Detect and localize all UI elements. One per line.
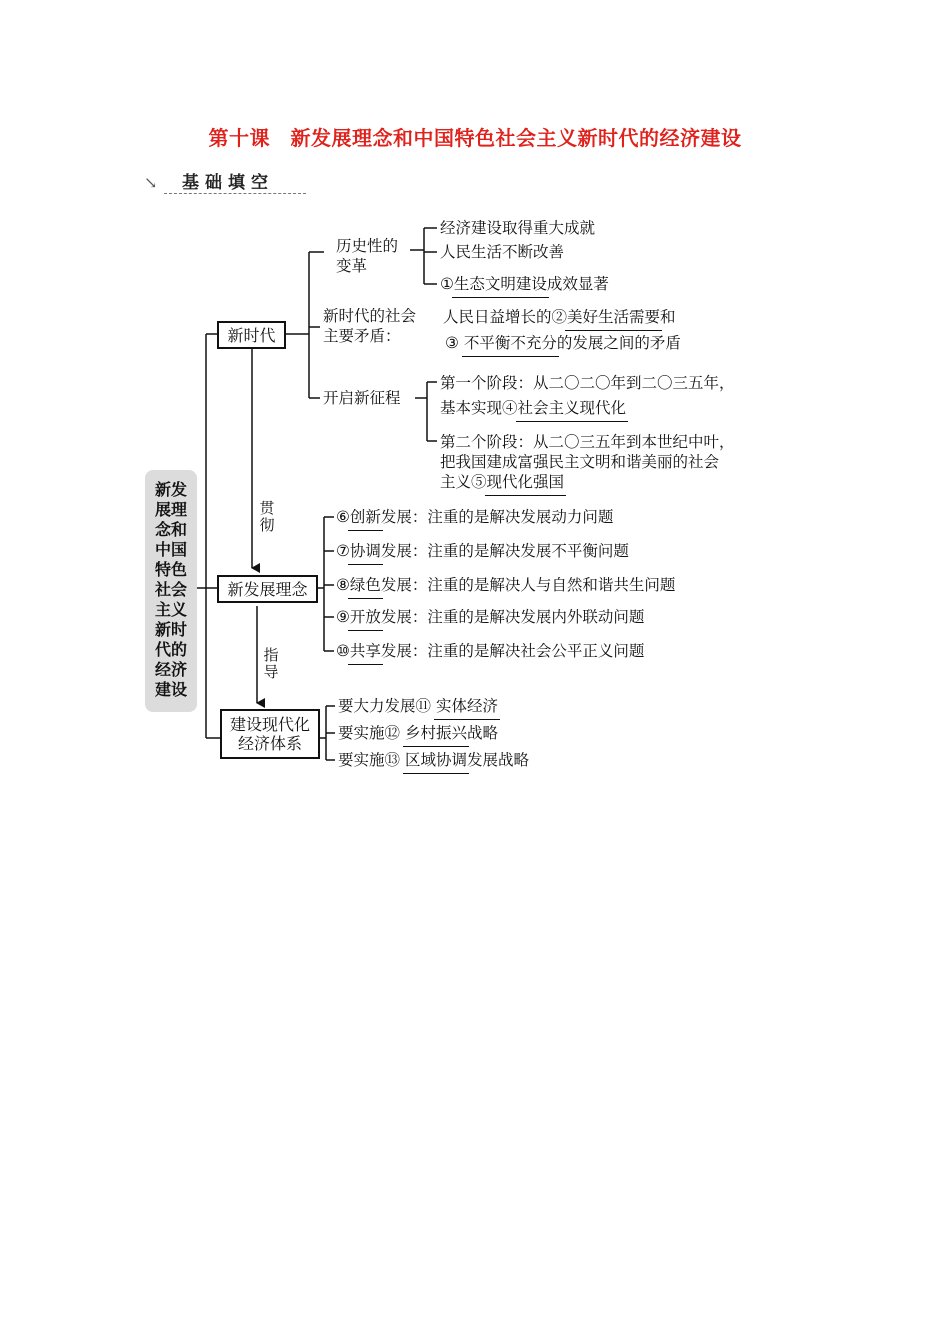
contradiction-line-2-num: ③ [445,334,459,352]
root-node-text: 新发 展理 念和 中国 特色 社会 主义 新时 代的 经济 建设 [154,480,187,699]
answer-blank-5: 现代化强国 [486,473,565,491]
concept-item [336,642,644,660]
history-item-3-suffix: 成效显著 [546,275,609,293]
answer-blank-12: 乡村振兴 [404,724,467,742]
history-item-2: 人民生活不断改善 [440,243,565,261]
new-era-branch-line [284,252,324,398]
concept-num: ⑨ [336,608,350,626]
modern-bracket-line [318,706,335,760]
answer-blank-3: 不平衡不充分 [463,334,557,352]
answer-blank-6: 创新 [349,508,381,526]
concept-suffix: 发展：注重的是解决发展动力问题 [380,508,614,526]
contradiction-line-2-suffix: 的发展之间的矛盾 [556,334,681,352]
history-label-2: 变革 [336,257,368,275]
answer-blank-4: 社会主义现代化 [517,399,627,417]
concept-num: ⑧ [336,576,350,594]
concept-suffix: 发展：注重的是解决发展不平衡问题 [380,542,629,560]
concept-suffix: 发展：注重的是解决社会公平正义问题 [380,642,645,660]
answer-blank-2: 美好生活需要 [567,308,661,326]
journey-stage-2-line-1: 第二个阶段：从二〇三五年到本世纪中叶， [440,433,735,451]
modern-suffix: 战略 [466,724,498,742]
contradiction-line-2 [445,334,681,352]
modern-suffix: 发展战略 [466,751,529,769]
journey-stage-2-prefix: 主义⑤ [440,473,487,491]
node-modern-system-label-1: 建设现代化 [229,715,310,734]
concepts-bracket-line [316,517,334,651]
link-label-guanche: 贯 彻 [259,499,275,534]
history-item-3 [440,275,609,293]
modern-prefix: 要大力发展⑪ [338,697,436,715]
concept-suffix: 发展：注重的是解决人与自然和谐共生问题 [380,576,676,594]
journey-stage-2-line-2: 把我国建成富强民主文明和谐美丽的社会 [440,453,720,471]
node-modern-system [220,709,320,759]
node-modern-system-label-2: 经济体系 [237,734,302,753]
journey-stage-1-line-2 [440,399,626,417]
modern-item [338,751,529,769]
node-new-concept-label: 新发展理念 [227,579,308,599]
node-new-concept [217,575,318,603]
modern-item [338,697,498,715]
node-new-era-label: 新时代 [227,325,276,345]
concept-num: ⑩ [336,642,350,660]
concept-num: ⑦ [336,542,350,560]
root-node [145,470,197,712]
journey-stage-1-prefix: 基本实现④ [440,399,518,417]
history-item-1: 经济建设取得重大成就 [440,219,596,237]
concept-item [336,508,613,526]
answer-blank-1: 生态文明建设 [453,275,547,293]
answer-blank-9: 开放 [349,608,381,626]
journey-label: 开启新征程 [323,389,401,407]
answer-blank-8: 绿色 [349,576,381,594]
history-item-3-num: ① [440,275,454,293]
concept-suffix: 发展：注重的是解决发展内外联动问题 [380,608,645,626]
node-new-era [217,321,286,349]
contradiction-line-1 [443,308,676,326]
contradiction-label-1: 新时代的社会 [323,307,417,325]
concept-item [336,542,629,560]
page-title: 第十课 新发展理念和中国特色社会主义新时代的经济建设 [208,126,742,150]
contradiction-label-2: 主要矛盾： [323,327,401,345]
contradiction-line-1-suffix: 和 [660,308,676,326]
section-label: 基础填空 [182,173,274,193]
journey-stage-2-line-3 [440,473,564,491]
answer-blank-10: 共享 [349,642,381,660]
modern-item [338,724,498,742]
concept-num: ⑥ [336,508,350,526]
journey-bracket-line [415,382,437,441]
history-bracket-line [410,228,437,284]
answer-blank-11: 实体经济 [435,697,498,715]
arrow-icon: ↘ [144,173,158,192]
concept-item [336,576,675,594]
answer-blank-13: 区域协调 [404,751,467,769]
answer-blank-7: 协调 [349,542,381,560]
concept-item [336,608,644,626]
journey-stage-1-line-1: 第一个阶段：从二〇二〇年到二〇三五年， [440,374,735,392]
modern-prefix: 要实施⑫ [338,724,405,742]
history-label-1: 历史性的 [336,237,399,255]
link-label-zhidao: 指 导 [263,646,279,681]
modern-prefix: 要实施⑬ [338,751,405,769]
contradiction-line-1-prefix: 人民日益增长的② [443,308,568,326]
root-trunk-line [197,334,220,738]
